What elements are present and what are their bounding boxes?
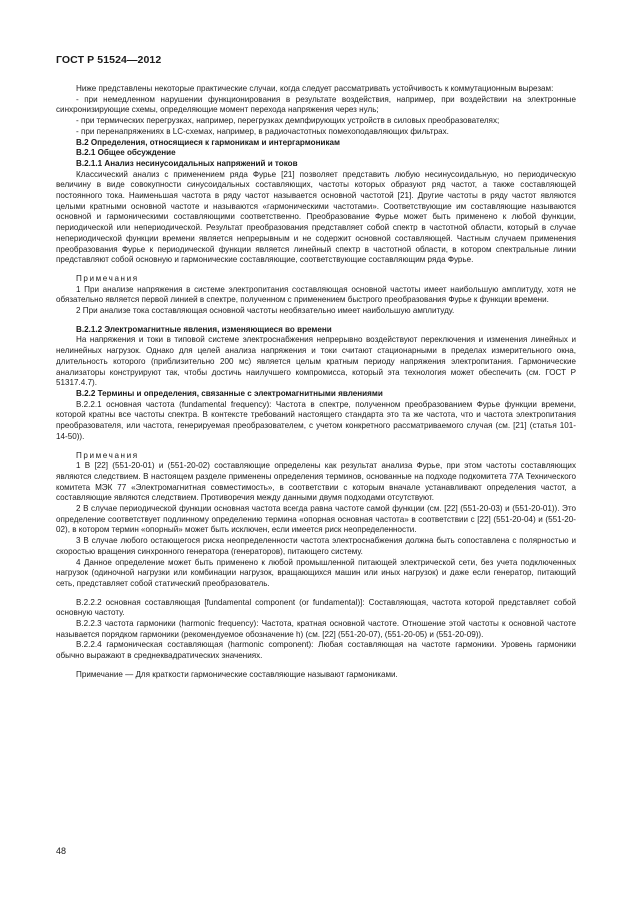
body-paragraph: На напряжения и токи в типовой системе электроснабжения непрерывно воздействуют переключения и изменения линейных и нелинейных нагрузок. Однако для целей анализа напряжения и токи считают стационарными в пределах измерительного окна, длительность которого (приблизительно 200 мс) является целым кратным периоду напряжения электропитания. Гармонические анализаторы конструируют так, чтобы достичь наилучшего компромисса, который эта технология может обеспечить (см. ГОСТ Р 51317.4.7). bbox=[56, 335, 576, 388]
definition-paragraph: В.2.2.3 частота гармоники (harmonic frequency): Частота, кратная основной частоте. Отношение этой частоты к основной частоте называется порядком гармоники (рекомендуемое обозначение h) (см. [22] (551-20-07), (551-20-05) и (551-20-09)). bbox=[56, 619, 576, 639]
section-heading: В.2.1 Общее обсуждение bbox=[76, 148, 176, 158]
notes-heading: Примечания bbox=[76, 273, 139, 283]
definition-paragraph: В.2.2.1 основная частота (fundamental frequency): Частота в спектре, полученном преобразованием Фурье функции времени, которой кратны все частоты спектра. В контексте требований настоящего стандарта это та же частота, что и частота электропитания преобразователя, или частота, генерируемая преобразователем, с учетом конкретного рассматриваемого случая (см. [21] (статья 101-14-50)). bbox=[56, 399, 576, 441]
section-heading: В.2 Определения, относящиеся к гармоникам и интергармоникам bbox=[76, 137, 340, 147]
section-heading: В.2.2 Термины и определения, связанные с электромагнитными явлениями bbox=[76, 388, 383, 398]
section-heading: В.2.1.2 Электромагнитные явления, изменяющиеся во времени bbox=[76, 324, 332, 334]
note-item: 2 В случае периодической функции основная частота всегда равна частоте самой функции (см. [22] (551-20-03) и (551-20-01)). Это определение соответствует подлинному определению термина «опорная основная частота» в соответствии с [22] (551-20-04) и (551-20-02), в котором термин «опорный» может быть исключен, если имеется риск неопределенности. bbox=[56, 504, 576, 535]
list-item: - при немедленном нарушении функционирования в результате воздействия, например, при воздействии на электронные синхронизирующие схемы, определяющие момент перехода напряжения через нуль; bbox=[56, 94, 576, 115]
paragraph-intro: Ниже представлены некоторые практические случаи, когда следует рассматривать устойчивость к коммутационным вырезам: bbox=[76, 84, 554, 93]
definition-paragraph: В.2.2.4 гармоническая составляющая (harmonic component): Любая составляющая на частоте гармоники. Уровень гармоники обычно выражают в среднеквадратических значениях. bbox=[56, 640, 576, 661]
list-item: - при перенапряжениях в LC-схемах, например, в радиочастотных помехоподавляющих фильтрах. bbox=[76, 126, 449, 136]
definition-paragraph: В.2.2.2 основная составляющая [fundamental component (or fundamental)]: Составляющая, частота которой представляет собой основную частоту. bbox=[56, 597, 576, 618]
page-number: 48 bbox=[56, 846, 67, 856]
note-item: 1 В [22] (551-20-01) и (551-20-02) составляющие определены как результат анализа Фурье, при этом частоты составляющих являются следствием. В настоящем разделе применены определения терминов, основанные на подходе подкомитета 77А Технического комитета МЭК 77 «Электромагнитная совместимость», в соответствии с которым вначале устанавливают определения частот, а составляющие являются следствием. Противоречия между данными двумя подходами отсутствуют. bbox=[56, 461, 576, 503]
note-item: 4 Данное определение может быть применено к любой промышленной питающей электрической сети, без учета подключенных нагрузок (одиночной нагрузки или комбинации нагрузок, вращающихся машин или иных нагрузок) и даже если генератор, питающий сеть, представляет собой статический преобразователь. bbox=[56, 557, 576, 588]
note-item: 3 В случае любого остающегося риска неопределенности частота электроснабжения должна быть сопоставлена с полярностью и скоростью вращения синхронного генератора (генераторов), питающего систему. bbox=[56, 536, 576, 556]
note-item: 1 При анализе напряжения в системе электропитания составляющая основной частоты имеет наибольшую амплитуду, хотя не обязательно является первой линией в спектре, полученном с применением быстрого преобразования Фурье к функции времени. bbox=[56, 284, 576, 305]
list-item: - при термических перегрузках, например, перегрузках демпфирующих устройств в силовых преобразователях; bbox=[76, 116, 500, 126]
note-paragraph: Примечание — Для краткости гармонические составляющие называют гармониками. bbox=[76, 669, 398, 679]
document-body bbox=[56, 84, 576, 681]
document-header: ГОСТ Р 51524—2012 bbox=[56, 54, 162, 66]
notes-heading: Примечания bbox=[76, 450, 139, 460]
section-heading: В.2.1.1 Анализ несинусоидальных напряжений и токов bbox=[76, 158, 298, 168]
body-paragraph: Классический анализ с применением ряда Фурье [21] позволяет представить любую несинусоидальную, но периодическую величину в виде совокупности синусоидальных составляющих, частоты которых образуют ряд частот, а также составляющей постоянного тока. Наименьшая частота в ряду частот называется основной частотой [21]. Другие частоты в ряду частот являются целыми кратными основной частоте и называются «гармоническими частотами». Соответствующие им составляющие называются основной и гармоническими составляющими соответственно. Преобразование Фурье может быть применено к любой функции, периодической или непериодической. Результат преобразования представляет собой спектр в частотной области, который в случае непериодической функции времени является непрерывным и не содержит основной составляющей. Частным случаем применения преобразования Фурье к периодической функции является линейный спектр в частотной области, в котором спектральные линии представляют собой основную и гармонические составляющие, соответствующие составляющим ряда Фурье. bbox=[56, 169, 576, 265]
note-item: 2 При анализе тока составляющая основной частоты необязательно имеет наибольшую амплитуду. bbox=[76, 306, 455, 316]
